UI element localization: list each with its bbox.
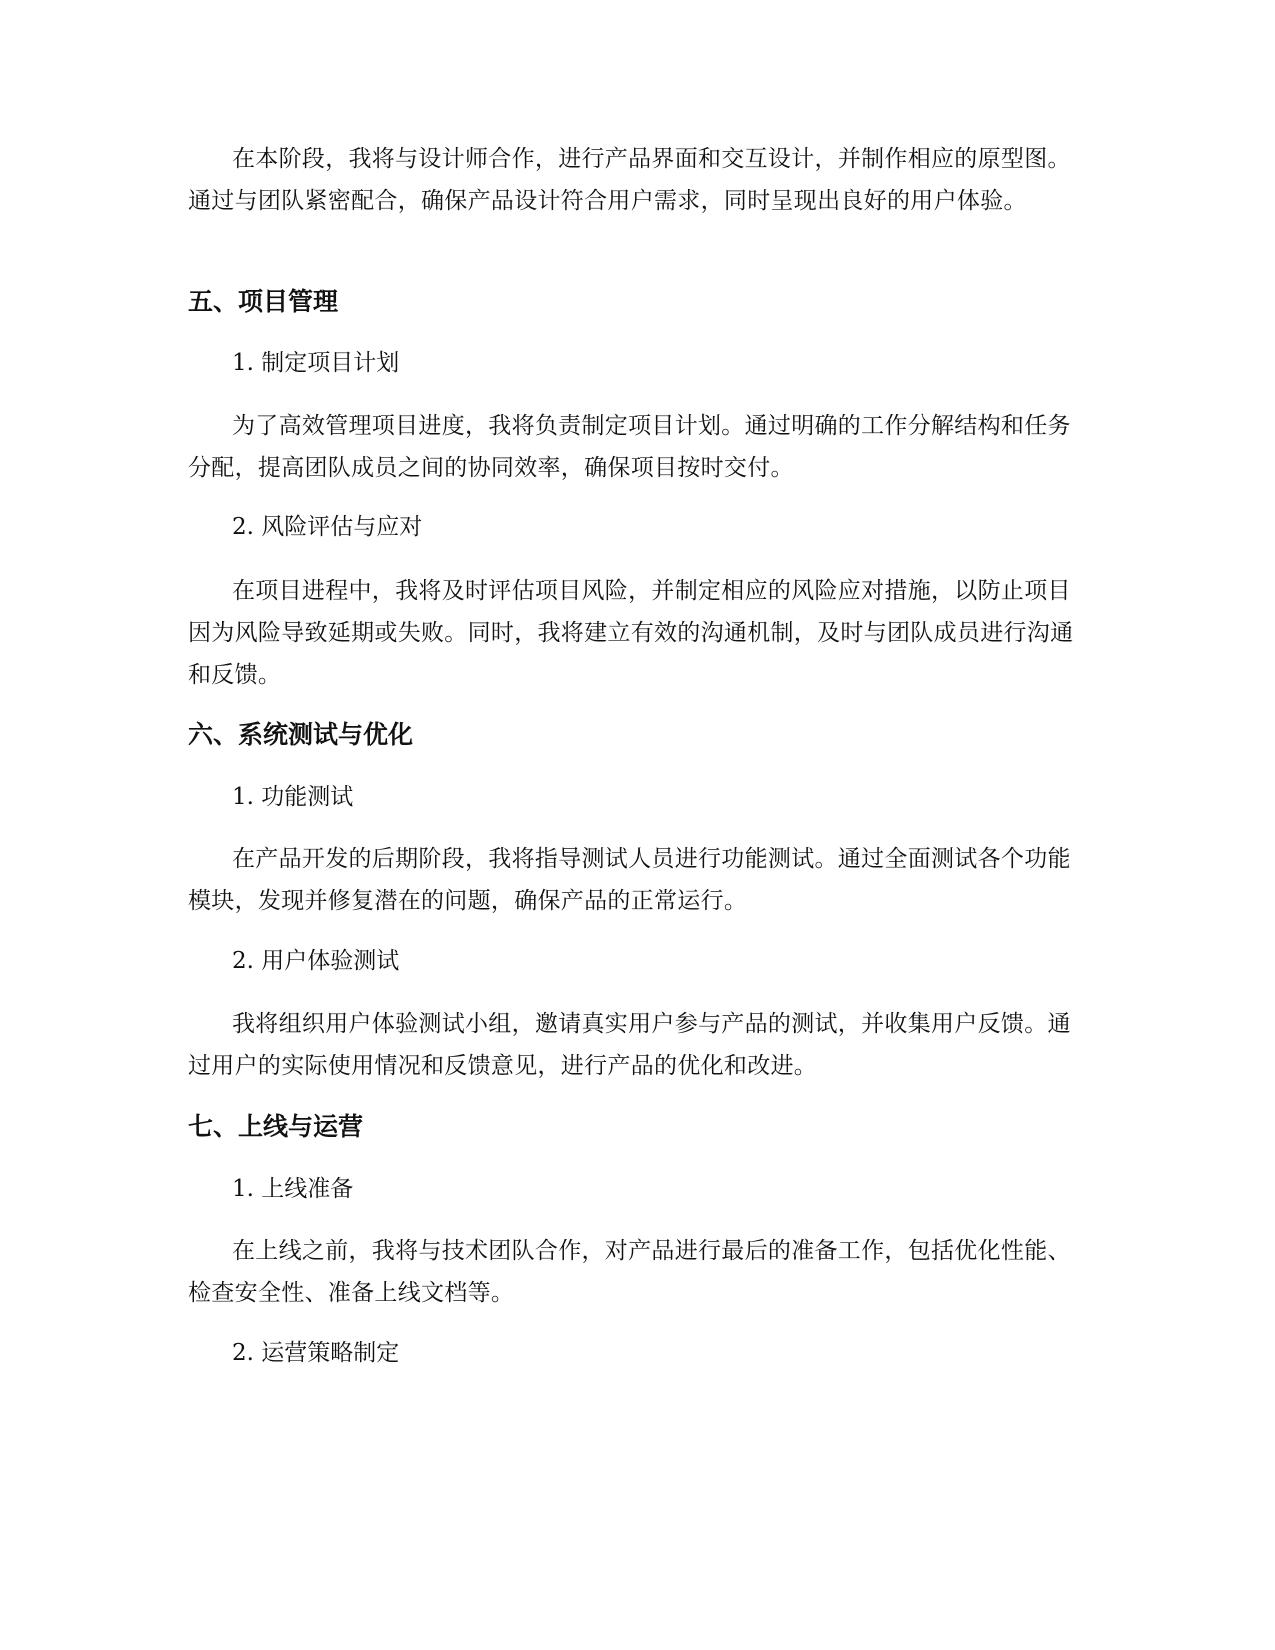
item-title-project-plan: 1. 制定项目计划: [232, 350, 400, 376]
intro-paragraph-block: [188, 138, 1088, 222]
section-heading-project-management: 五、项目管理: [188, 287, 339, 316]
paragraph-block-function-test: [188, 838, 1088, 922]
item-paragraph-ux-test: 我将组织用户体验测试小组，邀请真实用户参与产品的测试，并收集用户反馈。通过用户的实际使用情况和反馈意见，进行产品的优化和改进。: [188, 1011, 1071, 1079]
item-title-ux-test: 2. 用户体验测试: [232, 948, 400, 974]
paragraph-block-launch-prep: [188, 1230, 1088, 1314]
paragraph-block-risk-assessment: [188, 570, 1088, 696]
item-paragraph-risk-assessment: 在项目进程中，我将及时评估项目风险，并制定相应的风险应对措施，以防止项目因为风险导致延期或失败。同时，我将建立有效的沟通机制，及时与团队成员进行沟通和反馈。: [188, 578, 1074, 688]
section-heading-system-testing: 六、系统测试与优化: [188, 720, 414, 749]
item-paragraph-function-test: 在产品开发的后期阶段，我将指导测试人员进行功能测试。通过全面测试各个功能模块，发现并修复潜在的问题，确保产品的正常运行。: [188, 846, 1071, 914]
item-title-operation-strategy: 2. 运营策略制定: [232, 1340, 400, 1366]
paragraph-block-ux-test: [188, 1003, 1088, 1087]
section-heading-launch-operation: 七、上线与运营: [188, 1112, 364, 1141]
item-title-function-test: 1. 功能测试: [232, 784, 354, 810]
item-title-risk-assessment: 2. 风险评估与应对: [232, 514, 423, 540]
intro-paragraph: 在本阶段，我将与设计师合作，进行产品界面和交互设计，并制作相应的原型图。通过与团队紧密配合，确保产品设计符合用户需求，同时呈现出良好的用户体验。: [188, 146, 1071, 214]
item-title-launch-prep: 1. 上线准备: [232, 1176, 354, 1202]
paragraph-block-project-plan: [188, 405, 1088, 489]
item-paragraph-project-plan: 为了高效管理项目进度，我将负责制定项目计划。通过明确的工作分解结构和任务分配，提高团队成员之间的协同效率，确保项目按时交付。: [188, 413, 1071, 481]
item-paragraph-launch-prep: 在上线之前，我将与技术团队合作，对产品进行最后的准备工作，包括优化性能、检查安全性、准备上线文档等。: [188, 1238, 1071, 1306]
